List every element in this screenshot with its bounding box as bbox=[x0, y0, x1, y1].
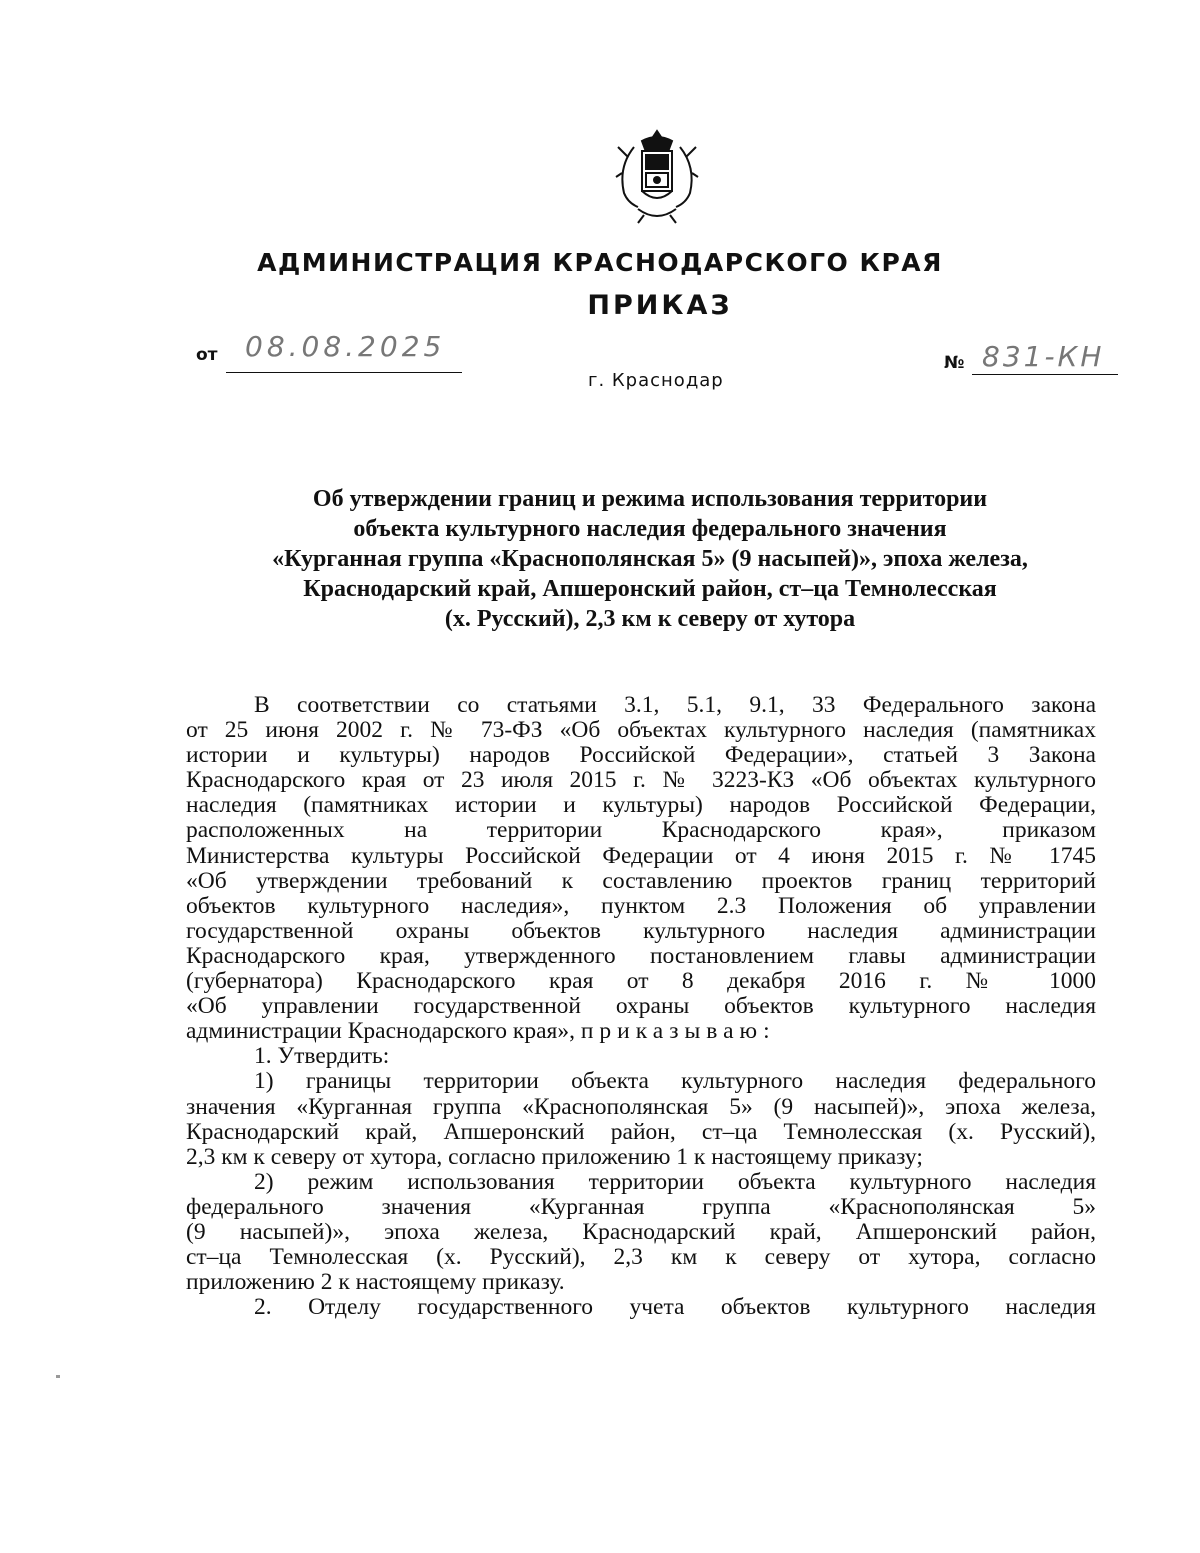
body-line: ст–ца Темнолесская (х. Русский), 2,3 км к северу от хутора, согласно bbox=[186, 1245, 1096, 1271]
body-line: «Об утверждении требований к составлению проектов границ территорий bbox=[186, 868, 1096, 894]
date-underline bbox=[226, 372, 462, 373]
handwritten-number: 831-КН bbox=[982, 340, 1105, 373]
city-label: г. Краснодар bbox=[588, 370, 724, 391]
body-line: федерального значения «Курганная группа «Краснополянская 5» bbox=[186, 1194, 1096, 1220]
body-line: В соответствии со статьями 3.1, 5.1, 9.1, 33 Федерального закона bbox=[254, 693, 1096, 718]
document-body bbox=[186, 693, 1096, 1320]
body-line: наследия (памятниках истории и культуры) народов Российской Федерации, bbox=[186, 793, 1096, 819]
number-label: № bbox=[944, 353, 965, 373]
item-2: 2. Отделу государственного учета объектов культурного наследия bbox=[254, 1295, 1096, 1321]
title-line: объекта культурного наследия федерального значения bbox=[353, 516, 947, 542]
number-underline bbox=[972, 374, 1118, 375]
body-line: значения «Курганная группа «Краснополянская 5» (9 насыпей)», эпоха железа, bbox=[186, 1094, 1096, 1120]
body-line: государственной охраны объектов культурного наследия администрации bbox=[186, 918, 1096, 944]
title-line: Об утверждении границ и режима использования территории bbox=[312, 486, 988, 512]
title-line: (х. Русский), 2,3 км к северу от хутора bbox=[444, 606, 856, 632]
decree-word: приказываю: bbox=[580, 1018, 776, 1045]
body-line: 2) режим использования территории объекта культурного наследия bbox=[254, 1169, 1096, 1195]
body-line: Министерства культуры Российской Федерации от 4 июня 2015 г. № 1745 bbox=[186, 843, 1096, 869]
date-label: от bbox=[196, 345, 218, 365]
handwritten-date: 08.08.2025 bbox=[245, 330, 446, 363]
body-line: от 25 июня 2002 г. № 73-ФЗ «Об объектах культурного наследия (памятниках bbox=[186, 718, 1096, 744]
item-1: 1. Утвердить: bbox=[254, 1043, 390, 1070]
body-line: Краснодарского края, утвержденного постановлением главы администрации bbox=[186, 943, 1096, 969]
body-line: (9 насыпей)», эпоха железа, Краснодарский край, Апшеронский район, bbox=[186, 1219, 1096, 1245]
title-line: Краснодарский край, Апшеронский район, ст–ца Темнолесская bbox=[303, 576, 997, 602]
body-line-last bbox=[186, 1019, 1096, 1044]
body-line: 2,3 км к северу от хутора, согласно приложению 1 к настоящему приказу; bbox=[186, 1143, 923, 1170]
coat-of-arms-emblem bbox=[612, 127, 702, 227]
document-type: ПРИКАЗ bbox=[587, 290, 733, 321]
body-line: Краснодарского края от 23 июля 2015 г. № 3223-КЗ «Об объектах культурного bbox=[186, 768, 1096, 794]
body-line: 1) границы территории объекта культурного наследия федерального bbox=[254, 1069, 1096, 1095]
scan-speck bbox=[56, 1375, 60, 1378]
title-line: «Курганная группа «Краснополянская 5» (9 насыпей)», эпоха железа, bbox=[272, 546, 1028, 572]
body-line: истории и культуры) народов Российской Федерации», статьей 3 Закона bbox=[186, 743, 1096, 769]
body-line: (губернатора) Краснодарского края от 8 декабря 2016 г. № 1000 bbox=[186, 969, 1096, 995]
body-line: «Об управлении государственной охраны объектов культурного наследия bbox=[186, 994, 1096, 1020]
organization-title: АДМИНИСТРАЦИЯ КРАСНОДАРСКОГО КРАЯ bbox=[257, 248, 943, 277]
body-line: объектов культурного наследия», пунктом 2.3 Положения об управлении bbox=[186, 893, 1096, 919]
body-line: расположенных на территории Краснодарского края», приказом bbox=[186, 818, 1096, 844]
document-title bbox=[150, 484, 1150, 634]
body-text: администрации Краснодарского края», bbox=[186, 1018, 575, 1045]
body-line: приложению 2 к настоящему приказу. bbox=[186, 1269, 565, 1296]
body-line: Краснодарский край, Апшеронский район, ст–ца Темнолесская (х. Русский), bbox=[186, 1119, 1096, 1145]
